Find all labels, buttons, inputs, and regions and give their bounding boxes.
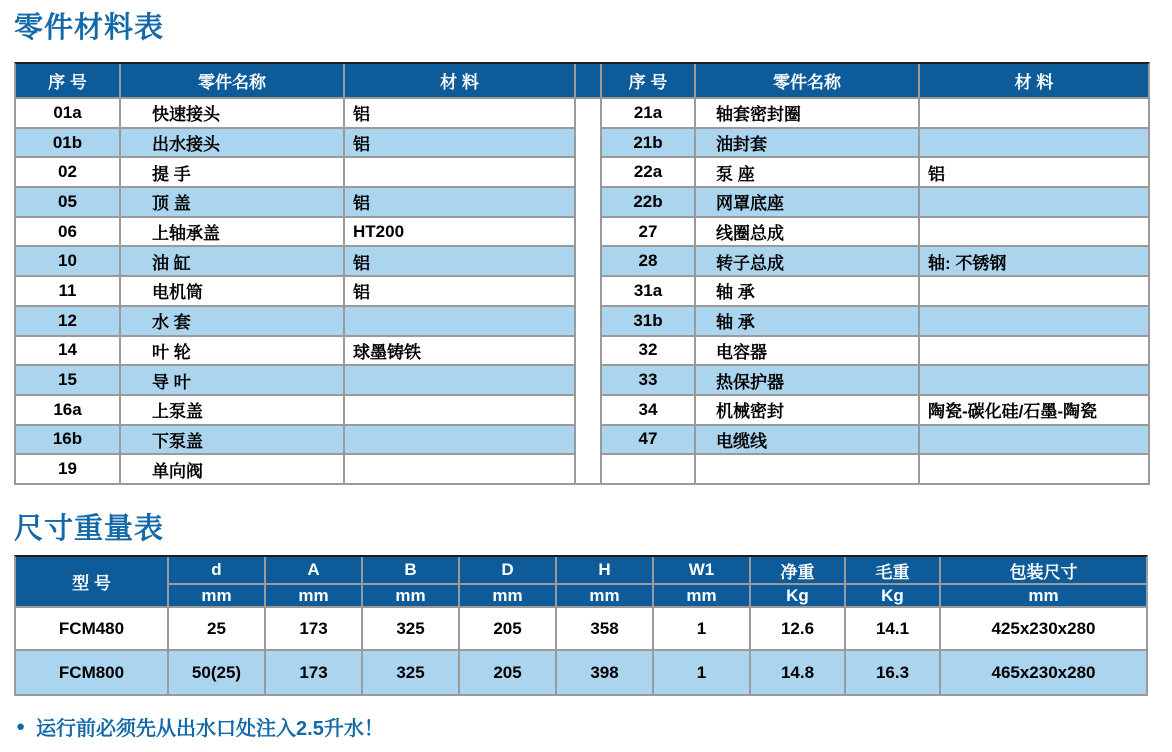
parts-cell-name: 叶 轮: [121, 337, 343, 365]
dims-cell-value: 12.6: [751, 608, 844, 649]
parts-cell-material: [345, 455, 574, 483]
dims-cell-value: 325: [363, 608, 458, 649]
parts-cell-material: 轴: 不锈钢: [920, 247, 1148, 275]
parts-cell-name: 快速接头: [121, 99, 343, 127]
parts-cell-name: [696, 455, 918, 483]
dims-cell-value: 173: [266, 608, 361, 649]
parts-cell-no: 12: [16, 307, 119, 335]
dims-header-label: d: [169, 557, 264, 583]
parts-cell-material: 铝: [345, 247, 574, 275]
parts-header-material-left: 材 料: [345, 64, 574, 97]
parts-cell-name: 轴套密封圈: [696, 99, 918, 127]
parts-cell-name: 上轴承盖: [121, 218, 343, 246]
dims-cell-value: 1: [654, 651, 749, 694]
parts-cell-name: 上泵盖: [121, 396, 343, 424]
parts-cell-material: [920, 337, 1148, 365]
dims-header-unit: mm: [169, 585, 264, 606]
dims-header-label: A: [266, 557, 361, 583]
parts-cell-material: [920, 277, 1148, 305]
dims-cell-value: 425x230x280: [941, 608, 1146, 649]
dims-header-unit: mm: [941, 585, 1146, 606]
parts-cell-material: 铝: [345, 188, 574, 216]
parts-cell-no: 22b: [602, 188, 694, 216]
parts-cell-no: 01a: [16, 99, 119, 127]
dims-header-label: W1: [654, 557, 749, 583]
parts-cell-no: 27: [602, 218, 694, 246]
parts-cell-material: [920, 99, 1148, 127]
parts-cell-no: 02: [16, 158, 119, 186]
dims-header-unit: mm: [363, 585, 458, 606]
dims-cell-value: 205: [460, 651, 555, 694]
parts-cell-no: 15: [16, 366, 119, 394]
parts-cell-material: [920, 426, 1148, 454]
dims-cell-value: 205: [460, 608, 555, 649]
parts-cell-name: 电缆线: [696, 426, 918, 454]
parts-cell-no: 19: [16, 455, 119, 483]
parts-cell-no: 16b: [16, 426, 119, 454]
parts-cell-no: 31a: [602, 277, 694, 305]
parts-header-name-left: 零件名称: [121, 64, 343, 97]
parts-cell-name: 导 叶: [121, 366, 343, 394]
parts-section-title: 零件材料表: [14, 12, 165, 44]
parts-cell-name: 油封套: [696, 129, 918, 157]
parts-cell-name: 轴 承: [696, 277, 918, 305]
dims-header-label: 包装尺寸: [941, 557, 1146, 583]
parts-cell-name: 机械密封: [696, 396, 918, 424]
parts-cell-name: 网罩底座: [696, 188, 918, 216]
dims-header-unit: mm: [654, 585, 749, 606]
parts-cell-no: 01b: [16, 129, 119, 157]
parts-cell-no: 05: [16, 188, 119, 216]
parts-cell-material: 铝: [345, 129, 574, 157]
parts-cell-material: 陶瓷-碳化硅/石墨-陶瓷: [920, 396, 1148, 424]
parts-cell-name: 泵 座: [696, 158, 918, 186]
dims-cell-value: 465x230x280: [941, 651, 1146, 694]
parts-cell-no: 16a: [16, 396, 119, 424]
parts-cell-no: 21b: [602, 129, 694, 157]
parts-cell-name: 电容器: [696, 337, 918, 365]
dims-header-label: H: [557, 557, 652, 583]
dims-cell-value: 325: [363, 651, 458, 694]
parts-cell-material: [345, 366, 574, 394]
parts-cell-material: [345, 426, 574, 454]
parts-cell-no: 32: [602, 337, 694, 365]
dims-cell-value: 398: [557, 651, 652, 694]
parts-cell-no: 06: [16, 218, 119, 246]
dims-header-label: 净重: [751, 557, 844, 583]
dims-cell-model: FCM480: [16, 608, 167, 649]
dims-section-title: 尺寸重量表: [14, 513, 165, 545]
parts-cell-no: 31b: [602, 307, 694, 335]
parts-cell-no: 22a: [602, 158, 694, 186]
dims-header-label: B: [363, 557, 458, 583]
dims-cell-value: 50(25): [169, 651, 264, 694]
parts-cell-material: 铝: [345, 99, 574, 127]
parts-cell-name: 电机筒: [121, 277, 343, 305]
dims-cell-value: 14.1: [846, 608, 939, 649]
parts-cell-name: 出水接头: [121, 129, 343, 157]
parts-material-table: [14, 62, 1150, 485]
footnote-text: 运行前必须先从出水口处注入2.5升水！: [36, 718, 384, 740]
dims-cell-value: 358: [557, 608, 652, 649]
parts-cell-no: 10: [16, 247, 119, 275]
parts-header-spacer: [576, 64, 600, 97]
dims-cell-value: 173: [266, 651, 361, 694]
parts-cell-no: 11: [16, 277, 119, 305]
dims-header-unit: Kg: [751, 585, 844, 606]
parts-cell-material: [920, 307, 1148, 335]
parts-cell-material: [920, 129, 1148, 157]
parts-header-no-left: 序 号: [16, 64, 119, 97]
dims-cell-value: 25: [169, 608, 264, 649]
parts-cell-material: [920, 455, 1148, 483]
parts-cell-no: 14: [16, 337, 119, 365]
footnote: [16, 712, 384, 741]
parts-cell-no: 33: [602, 366, 694, 394]
dims-header-unit: mm: [460, 585, 555, 606]
parts-cell-material: [920, 188, 1148, 216]
parts-cell-name: 水 套: [121, 307, 343, 335]
parts-cell-name: 油 缸: [121, 247, 343, 275]
dims-cell-value: 1: [654, 608, 749, 649]
parts-cell-material: 铝: [345, 277, 574, 305]
parts-header-no-right: 序 号: [602, 64, 694, 97]
parts-cell-no: 21a: [602, 99, 694, 127]
parts-cell-name: 轴 承: [696, 307, 918, 335]
parts-cell-name: 下泵盖: [121, 426, 343, 454]
parts-cell-material: [345, 396, 574, 424]
parts-cell-name: 热保护器: [696, 366, 918, 394]
parts-cell-no: [602, 455, 694, 483]
dims-cell-value: 16.3: [846, 651, 939, 694]
parts-cell-name: 单向阀: [121, 455, 343, 483]
parts-cell-no: 47: [602, 426, 694, 454]
parts-cell-material: HT200: [345, 218, 574, 246]
parts-cell-no: 28: [602, 247, 694, 275]
dims-header-unit: mm: [557, 585, 652, 606]
parts-table-gap-column: [576, 99, 600, 483]
dimension-weight-table: [14, 555, 1148, 696]
dims-header-label: D: [460, 557, 555, 583]
dims-header-model: 型 号: [16, 557, 167, 606]
parts-cell-material: 球墨铸铁: [345, 337, 574, 365]
parts-header-material-right: 材 料: [920, 64, 1148, 97]
bullet-icon: ●: [16, 718, 26, 735]
dims-header-label: 毛重: [846, 557, 939, 583]
parts-cell-name: 线圈总成: [696, 218, 918, 246]
dims-cell-model: FCM800: [16, 651, 167, 694]
parts-cell-material: [920, 366, 1148, 394]
parts-cell-no: 34: [602, 396, 694, 424]
parts-cell-material: [345, 158, 574, 186]
dims-cell-value: 14.8: [751, 651, 844, 694]
parts-cell-name: 顶 盖: [121, 188, 343, 216]
parts-cell-material: [345, 307, 574, 335]
parts-cell-material: 铝: [920, 158, 1148, 186]
parts-cell-name: 转子总成: [696, 247, 918, 275]
dims-header-unit: Kg: [846, 585, 939, 606]
parts-cell-material: [920, 218, 1148, 246]
parts-cell-name: 提 手: [121, 158, 343, 186]
parts-header-name-right: 零件名称: [696, 64, 918, 97]
dims-header-unit: mm: [266, 585, 361, 606]
